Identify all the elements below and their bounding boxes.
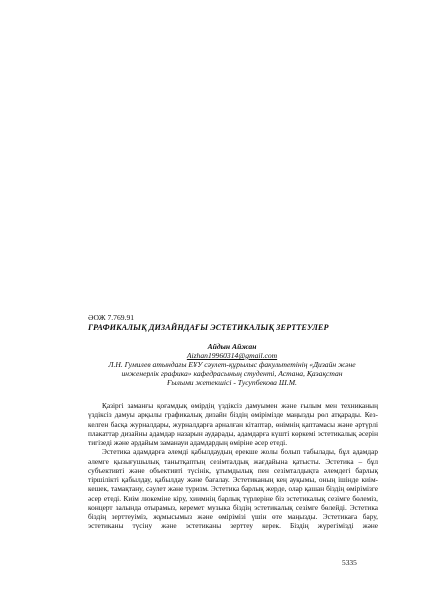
article-title: ГРАФИКАЛЫҚ ДИЗАЙНДАҒЫ ЭСТЕТИКАЛЫҚ ЗЕРТТЕУЛЕР: [88, 323, 329, 332]
text-line: тигізеді және әрдайым заманауи адамдардың өміріне әсер етеді.: [88, 438, 288, 447]
text-line: Қазіргі заманғы қоғамдық өмірдің үздіксіз дамуымен және ғылым мен техниканың: [102, 401, 378, 410]
text-line: тіршілікті қабылдау, қабылдау және бағалау. Эстетиканың кең ауқымы, оның ішінде киім-: [88, 475, 378, 484]
text-line: біздің зерттеуіміз, жұмысымыз және өмірімізі үшін өте маңызды. Эстетикаға бару,: [88, 512, 378, 521]
text-line: келген басқа журналдары, журналдарға арналған кітаптар, өнімнің қаптамасы және әртүрлі: [88, 419, 378, 429]
text-line: субъективті және объективті түсінік, ұтымдылық пен сезімталдықта әлемдегі барлық: [88, 465, 378, 475]
affiliation-line: инженерлік графика» кафедрасының студенті, Астана, Қазақстан: [121, 369, 343, 378]
text-line: эстетиканы түсіну және эстетиканы зерттеу керек. Біздің жүрегімізді және: [88, 521, 378, 531]
page-number: 5335: [342, 558, 357, 567]
paragraph-2: [88, 447, 378, 530]
text-line: әсер етеді. Киім люкеміне кіру, хиимнің барлық түрлеріне біз эстетикалық сезімге бөлеміз,: [88, 493, 378, 503]
text-line: кешек, тамақтану, сәулет және туризм. Эстетика барлық жерде, олар қашан біздің өмірімізге: [88, 484, 378, 494]
text-line: үздіксіз дамуы арқылы графикалық дизайн біздің өмірімізде маңызды рөл атқарады. Кез-: [88, 410, 378, 420]
affiliation-line: Л.Н. Гумилев атындағы ЕҰУ сәулет-құрылыс факультетінің «Дизайн және: [108, 360, 356, 369]
text-line: концерт залында отырамыз, керемет музыка біздің эстетикалық сезімге бөлейді. Эстетика: [88, 502, 378, 512]
paragraph-1: [88, 401, 378, 447]
supervisor-line: Ғылыми жетекшісі - Тусупбекова Ш.М.: [167, 378, 297, 387]
author-name: Айдын Айжан: [207, 342, 257, 351]
author-block: [100, 342, 364, 387]
text-line: плакаттар дизайны адамдар назарын аударады, адамдарға күшті көркемі эстетикалық әсерін: [88, 428, 378, 438]
author-email-link[interactable]: Aizhan19960314@gmail.com: [186, 351, 278, 360]
udc-code: ӘОЖ 7.769.91: [88, 313, 135, 322]
text-line: Эстетика адамдарға әлемді қабылдаудың ерекше жолы болып табылады, бұл адамдар: [102, 447, 378, 457]
article-body: [88, 401, 378, 531]
text-line: әлемге қызығушылық танытқаптың сезімталдық жағдайына қатысты. Эстетика – бұл: [88, 456, 378, 466]
